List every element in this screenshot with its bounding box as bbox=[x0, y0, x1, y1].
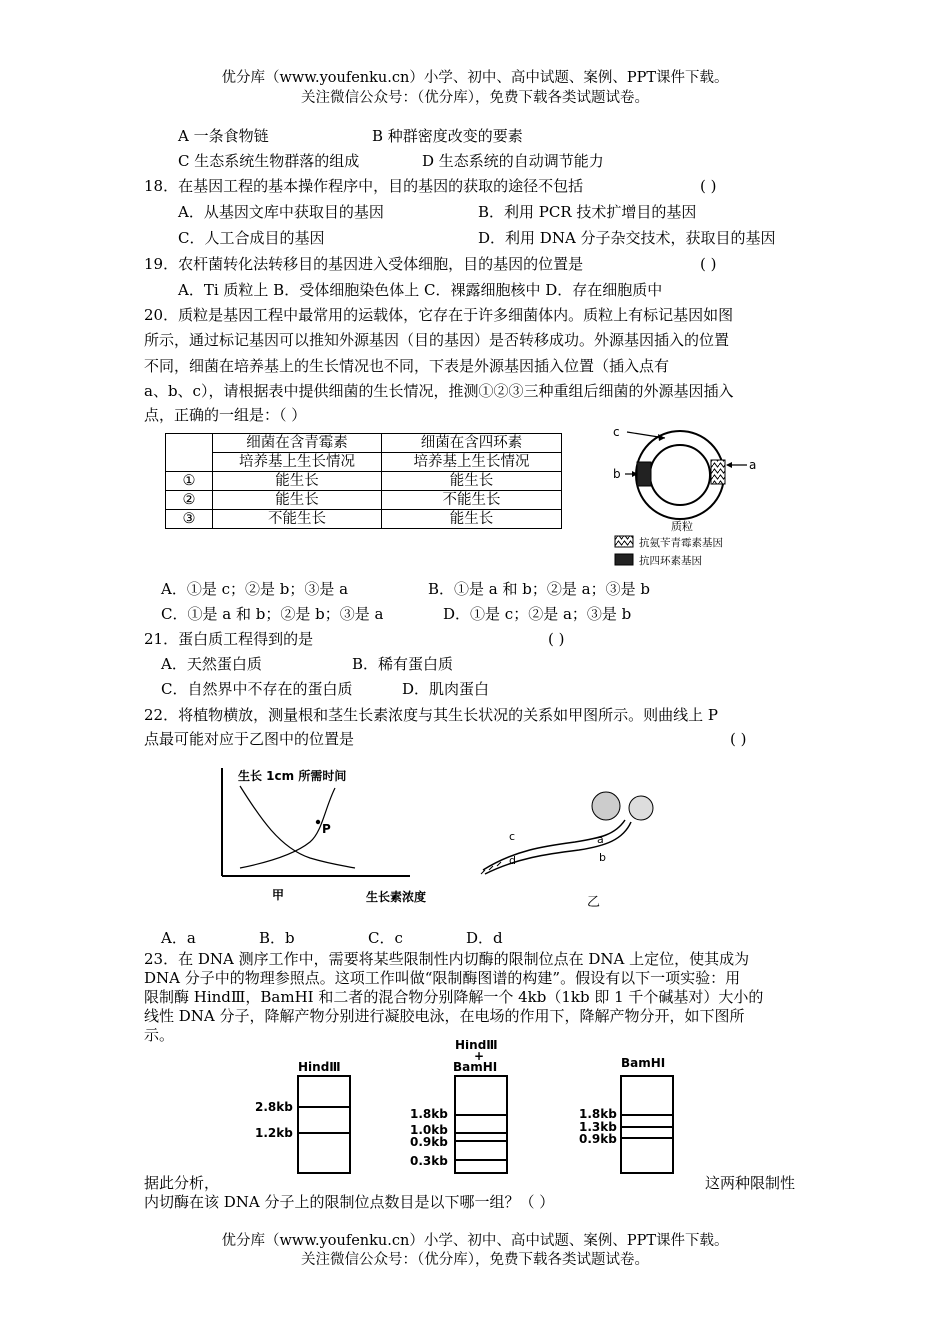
legend-tetracycline-text: 抗四环素基因 bbox=[639, 555, 702, 567]
growth-table bbox=[165, 433, 562, 529]
arrow-a-icon bbox=[726, 462, 732, 468]
q22-option-d: D．d bbox=[466, 929, 503, 947]
plant-label-b: b bbox=[599, 851, 606, 864]
gel1-lane bbox=[298, 1076, 350, 1173]
plant-label-a: a bbox=[597, 833, 604, 846]
q22-option-c: C．c bbox=[368, 929, 403, 947]
gel3-band-label: 1.8kb bbox=[579, 1107, 617, 1121]
q22-line-1: 22．将植物横放，测量根和茎生长素浓度与其生长状况的关系如甲图所示。则曲线上 P bbox=[144, 706, 718, 724]
plant-leaf-left bbox=[592, 792, 620, 820]
q23-tail-1a: 据此分析， bbox=[144, 1174, 220, 1192]
q21-option-b: B．稀有蛋白质 bbox=[352, 655, 454, 673]
graph-x-label: 生长素浓度 bbox=[366, 890, 427, 904]
q18-option-a: A．从基因文库中获取目的基因 bbox=[178, 203, 384, 221]
legend-tetracycline-swatch bbox=[615, 554, 633, 565]
table-row bbox=[166, 472, 562, 491]
q20-line-3: 不同，细菌在培养基上的生长情况也不同，下表是外源基因插入位置（插入点有 bbox=[144, 357, 670, 375]
gel-electrophoresis-figure bbox=[250, 1040, 690, 1178]
plant-stem-lower bbox=[485, 822, 631, 874]
q20-line-5: 点，正确的一组是：（ ） bbox=[144, 406, 307, 424]
root-curve bbox=[240, 786, 355, 868]
legend-ampicillin-swatch bbox=[615, 536, 633, 547]
row-id: ② bbox=[166, 491, 213, 510]
q20-line-1: 20．质粒是基因工程中最常用的运载体，它存在于许多细菌体内。质粒上有标记基因如图 bbox=[144, 306, 734, 324]
q22-line-2: 点最可能对应于乙图中的位置是 bbox=[144, 730, 355, 748]
footer-line-1: 优分库（www.youfenku.cn）小学、初中、高中试题、案例、PPT课件下载。 bbox=[221, 1233, 729, 1249]
q20-option-a: A．①是 c；②是 b；③是 a bbox=[161, 580, 349, 598]
row-tetracycline: 能生长 bbox=[382, 510, 562, 529]
table-corner bbox=[166, 434, 213, 472]
row-tetracycline: 不能生长 bbox=[382, 491, 562, 510]
plasmid-label-c: c bbox=[613, 425, 620, 439]
row-penicillin: 能生长 bbox=[213, 472, 382, 491]
gel3-lane bbox=[621, 1076, 673, 1173]
gel2-band-label: 0.3kb bbox=[410, 1154, 448, 1168]
gel2-plus: + bbox=[474, 1049, 485, 1063]
auxin-graph bbox=[200, 758, 450, 910]
stem-curve bbox=[240, 788, 335, 868]
graph-title: 甲 bbox=[272, 888, 285, 902]
gel3-title: BamHI bbox=[621, 1056, 666, 1070]
q21-option-d: D．肌肉蛋白 bbox=[402, 680, 490, 698]
q17-option-c: C 生态系统生物群落的组成 bbox=[178, 152, 360, 170]
row-penicillin: 能生长 bbox=[213, 491, 382, 510]
q19-stem: 19．农杆菌转化法转移目的基因进入受体细胞，目的基因的位置是 bbox=[144, 255, 584, 273]
graph-label-p: P bbox=[322, 822, 331, 836]
row-tetracycline: 能生长 bbox=[382, 472, 562, 491]
plasmid-figure bbox=[605, 420, 775, 575]
gel1-band-label: 2.8kb bbox=[255, 1100, 293, 1114]
gel1-band-label: 1.2kb bbox=[255, 1126, 293, 1140]
table-row bbox=[166, 510, 562, 529]
q23-tail-2: 内切酶在该 DNA 分子上的限制位点数目是以下哪一组？（ ） bbox=[144, 1193, 555, 1211]
row-id: ③ bbox=[166, 510, 213, 529]
q21-option-c: C．自然界中不存在的蛋白质 bbox=[161, 680, 353, 698]
q18-option-d: D．利用 DNA 分子杂交技术，获取目的基因 bbox=[478, 229, 776, 247]
q23-line-5: 示。 bbox=[144, 1026, 175, 1044]
q23-tail-1b: 这两种限制性 bbox=[705, 1174, 796, 1192]
gel2-band-label: 1.0kb bbox=[410, 1123, 448, 1137]
q18-answer-paren: ( ) bbox=[700, 177, 717, 195]
q17-option-a: A 一条食物链 bbox=[178, 127, 269, 145]
plant-title: 乙 bbox=[587, 895, 601, 910]
q19-answer-paren: ( ) bbox=[700, 255, 717, 273]
plant-leaf-right bbox=[629, 796, 653, 820]
gel3-band-label: 1.3kb bbox=[579, 1120, 617, 1134]
q20-line-2: 所示，通过标记基因可以推知外源基因（目的基因）是否转移成功。外源基因插入的位置 bbox=[144, 331, 730, 349]
q18-option-c: C．人工合成目的基因 bbox=[178, 229, 325, 247]
gel2-band-label: 0.9kb bbox=[410, 1135, 448, 1149]
header-penicillin-2: 培养基上生长情况 bbox=[213, 453, 382, 472]
q22-option-a: A．a bbox=[161, 929, 196, 947]
tetracycline-gene-block bbox=[637, 462, 651, 486]
q18-option-b: B．利用 PCR 技术扩增目的基因 bbox=[478, 203, 697, 221]
q17-option-b: B 种群密度改变的要素 bbox=[372, 127, 523, 145]
q17-option-d: D 生态系统的自动调节能力 bbox=[422, 152, 604, 170]
row-id: ① bbox=[166, 472, 213, 491]
row-penicillin: 不能生长 bbox=[213, 510, 382, 529]
plasmid-label-b: b bbox=[613, 467, 621, 481]
q20-option-b: B．①是 a 和 b；②是 a；③是 b bbox=[428, 580, 650, 598]
gel2-title-1: HindⅢ bbox=[455, 1040, 498, 1052]
q23-line-1: 23．在 DNA 测序工作中，需要将某些限制性内切酶的限制位点在 DNA 上定位，使其成为 bbox=[144, 950, 750, 968]
q20-option-d: D．①是 c；②是 a；③是 b bbox=[443, 605, 632, 623]
header-penicillin-1: 细菌在含青霉素 bbox=[213, 434, 382, 453]
header-line-2: 关注微信公众号：（优分库），免费下载各类试题试卷。 bbox=[301, 90, 649, 106]
header-line-1: 优分库（www.youfenku.cn）小学、初中、高中试题、案例、PPT课件下载。 bbox=[221, 70, 729, 86]
plasmid-inner-ring bbox=[650, 445, 710, 505]
plant-figure bbox=[475, 780, 675, 912]
footer-line-2: 关注微信公众号：（优分库），免费下载各类试题试卷。 bbox=[301, 1252, 649, 1268]
plasmid-title: 质粒 bbox=[671, 520, 693, 533]
ampicillin-gene-block bbox=[711, 460, 725, 484]
q22-option-b: B．b bbox=[259, 929, 295, 947]
plant-label-d: d bbox=[509, 854, 516, 867]
graph-y-label: 生长 1cm 所需时间 bbox=[238, 769, 347, 783]
q21-option-a: A．天然蛋白质 bbox=[161, 655, 262, 673]
q23-line-3: 限制酶 HindⅢ，BamHI 和二者的混合物分别降解一个 4kb（1kb 即 1 千个碱基对）大小的 bbox=[144, 988, 764, 1006]
q21-answer-paren: ( ) bbox=[548, 630, 565, 648]
table-row bbox=[166, 491, 562, 510]
gel2-lane bbox=[455, 1076, 507, 1173]
gel3-band-label: 0.9kb bbox=[579, 1132, 617, 1146]
header-tetracycline-1: 细菌在含四环素 bbox=[382, 434, 562, 453]
q21-stem: 21．蛋白质工程得到的是 bbox=[144, 630, 314, 648]
q22-answer-paren: ( ) bbox=[730, 730, 747, 748]
gel1-title: HindⅢ bbox=[298, 1060, 341, 1074]
q20-option-c: C．①是 a 和 b；②是 b；③是 a bbox=[161, 605, 384, 623]
header-tetracycline-2: 培养基上生长情况 bbox=[382, 453, 562, 472]
legend-ampicillin-text: 抗氨苄青霉素基因 bbox=[639, 537, 723, 549]
q23-line-2: DNA 分子中的物理参照点。这项工作叫做“限制酶图谱的构建”。假设有以下一项实验：用 bbox=[144, 969, 741, 987]
gel2-title-2: BamHI bbox=[453, 1060, 498, 1074]
plasmid-label-a: a bbox=[749, 458, 757, 472]
gel2-band-label: 1.8kb bbox=[410, 1107, 448, 1121]
q20-line-4: a、b、c），请根据表中提供细菌的生长情况，推测①②③三种重组后细菌的外源基因插入 bbox=[144, 382, 734, 400]
q23-line-4: 线性 DNA 分子，降解产物分别进行凝胶电泳，在电场的作用下，降解产物分开，如下图所 bbox=[144, 1007, 745, 1025]
plant-label-c: c bbox=[509, 830, 516, 843]
point-p-marker bbox=[316, 820, 320, 824]
q19-options: A．Ti 质粒上 B．受体细胞染色体上 C．裸露细胞核中 D．存在细胞质中 bbox=[178, 281, 663, 299]
q18-stem: 18．在基因工程的基本操作程序中，目的基因的获取的途径不包括 bbox=[144, 177, 584, 195]
